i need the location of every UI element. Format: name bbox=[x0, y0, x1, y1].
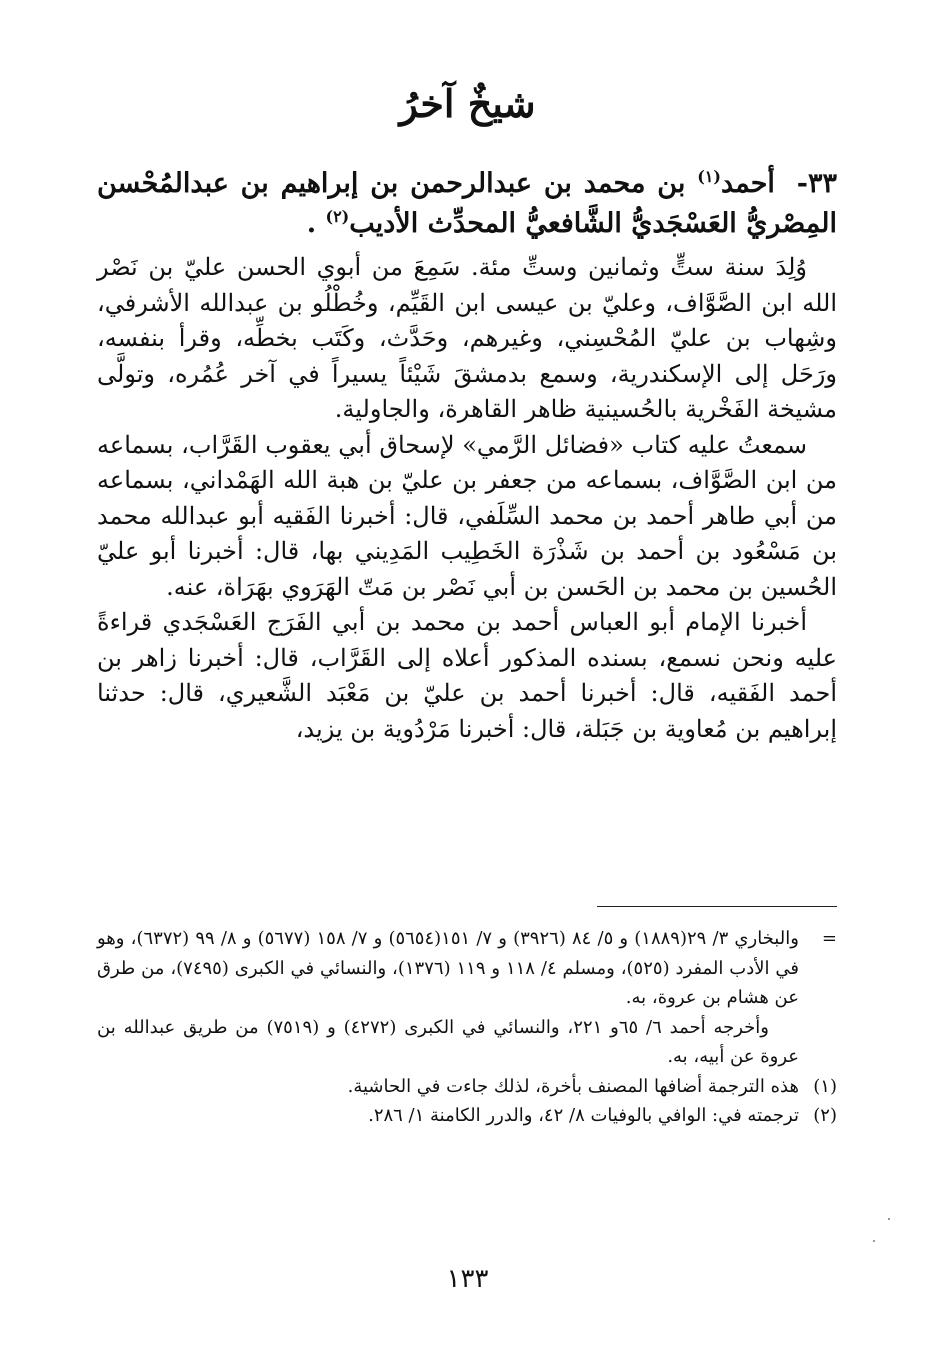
entry-end: . bbox=[306, 208, 317, 239]
paragraph-isnad: أخبرنا الإمام أبو العباس أحمد بن محمد بن أبي الفَرَج العَسْجَدي قراءةً عليه ونحن نسمع، بسنده المذكور أعلاه إلى القَرَّاب، قال: أخبرنا زاهر بن أحمد الفَقيه، قال: أخبرنا أحمد بن عليّ بن مَعْبَد الشَّعيري، قال: حدثنا إبراهيم بن مُعاوية بن جَبَلة، قال: أخبرنا مَرْدُوية بن يزيد، bbox=[97, 608, 837, 743]
footnote-continuation-text: والبخاري ٣/ ٢٩(١٨٨٩) و ٥/ ٨٤ (٣٩٢٦) و ٧/ ١٥١(٥٦٥٤) و ٧/ ١٥٨ (٥٦٧٧) و ٨/ ٩٩ (٦٣٧٢)، وهو في الأدب المفرد (٥٢٥)، ومسلم ٤/ ١١٨ و ١١٩ (١٣٧٦)، والنسائي في الكبرى (٧٤٩٥)، من طرق عن هشام بن عروة، به. bbox=[97, 928, 800, 1008]
entry-lineage: بن محمد بن عبدالرحمن بن إبراهيم بن عبدالمُحْسن المِصْريُّ العَسْجَديُّ الشَّافعيُّ المحدِّث الأديب bbox=[97, 168, 837, 239]
scan-speck bbox=[873, 1240, 875, 1242]
paragraph-sama: سمعتُ عليه كتاب «فضائل الرَّمي» لإسحاق أبي يعقوب القَرَّاب، بسماعه من ابن الصَّوَّاف، بسماعه من جعفر بن عليّ بن هبة الله الهَمْداني، بسماعه من أبي طاهر أحمد بن محمد السِّلَفي، قال: أخبرنا الفَقيه أبو عبدالله محمد بن مَسْعُود بن أحمد بن شَذْرَة الخَطِيب المَدِيني بها، قال: أخبرنا أبو عليّ الحُسين بن محمد بن الحَسن بن أبي نَصْر بن مَتّ الهَرَوي بهَرَاة، عنه. bbox=[97, 430, 837, 601]
entry-heading bbox=[97, 164, 837, 244]
footnote-continuation bbox=[97, 924, 837, 1013]
entry-name: أحمد bbox=[720, 168, 775, 199]
section-title: شيخٌ آخرُ bbox=[399, 81, 536, 126]
main-text bbox=[97, 250, 837, 747]
continuation-mark: = bbox=[821, 928, 837, 949]
footnote-ref-1: (١) bbox=[697, 167, 721, 186]
scan-speck bbox=[888, 1218, 890, 1220]
paragraph-biography: وُلِدَ سنة ستٍّ وثمانين وستِّ مئة. سَمِعَ من أبوي الحسن عليّ بن نَصْر الله ابن الصَّوَّاف، وعليّ بن عيسى ابن القَيِّم، وخُطْلُو بن عبدالله الأشرفي، وشِهاب بن عليّ المُحْسِني، وغيرهم، وحَدَّث، وكَتَب بخطِّه، وقرأ بنفسه، ورَحَل إلى الإسكندرية، وسمع بدمشقَ شَيْئاً يسيراً في آخر عُمُره، وتولَّى مشيخة الفَخْرية بالحُسينية ظاهر القاهرة، والجاولية. bbox=[97, 253, 837, 423]
footnote-1 bbox=[97, 1072, 837, 1102]
footnote-2-text: ترجمته في: الوافي بالوفيات ٨/ ٤٢، والدرر الكامنة ١/ ٢٨٦. bbox=[368, 1105, 799, 1126]
entry-number: ٣٣- bbox=[796, 168, 837, 199]
footnote-1-text: هذه الترجمة أضافها المصنف بأخرة، لذلك جاءت في الحاشية. bbox=[347, 1075, 799, 1097]
footnote-2-mark: (٢) bbox=[813, 1105, 837, 1126]
footnote-takhrij: وأخرجه أحمد ٦/ ٦٥و ٢٢١، والنسائي في الكبرى (٤٢٧٢) و (٧٥١٩) من طريق عبدالله بن عروة عن أبيه، به. bbox=[97, 1016, 799, 1067]
footnote-2 bbox=[97, 1101, 837, 1131]
page-number: ١٣٣ bbox=[446, 1264, 489, 1294]
footnote-1-mark: (١) bbox=[813, 1075, 837, 1097]
footnote-ref-2: (٢) bbox=[325, 207, 350, 226]
footnotes bbox=[97, 924, 837, 1131]
footnote-separator bbox=[597, 906, 837, 907]
